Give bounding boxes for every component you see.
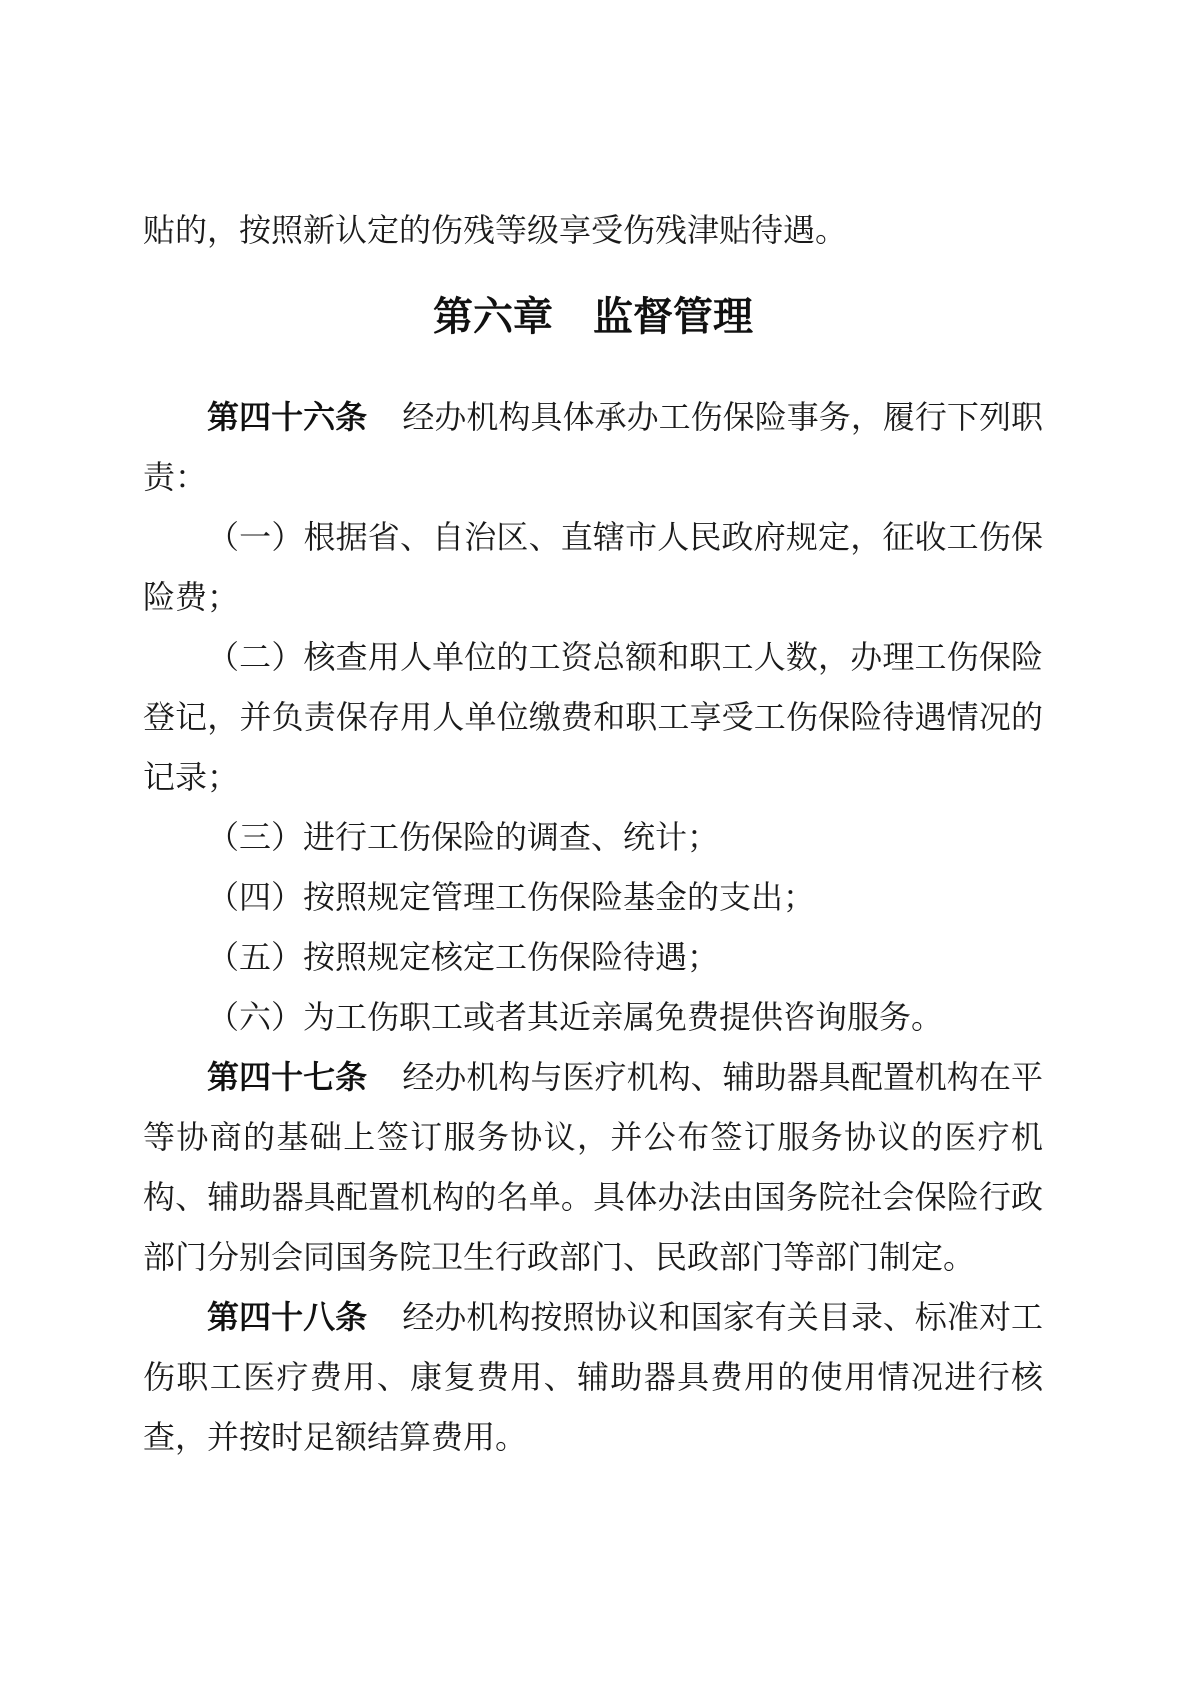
- article-47-text: 经办机构与医疗机构、辅助器具配置机构在平等协商的基础上签订服务协议，并公布签订服务协议的医疗机构、辅助器具配置机构的名单。具体办法由国务院社会保险行政部门分别会同国务院卫生行政部门、民政部门等部门制定。: [143, 1059, 1043, 1275]
- paragraph-item-4: （四）按照规定管理工伤保险基金的支出；: [207, 879, 816, 915]
- chapter-heading: 第六章 监督管理: [433, 295, 753, 339]
- paragraph-item-2: （二）核查用人单位的工资总额和职工人数，办理工伤保险登记，并负责保存用人单位缴费和职工享受工伤保险待遇情况的记录；: [143, 639, 1043, 795]
- article-46-number: 第四十六条: [207, 399, 368, 435]
- article-48-number: 第四十八条: [207, 1299, 368, 1335]
- article-46-text: 经办机构具体承办工伤保险事务，履行下列职责：: [143, 399, 1043, 495]
- paragraph-continuation: 贴的，按照新认定的伤残等级享受伤残津贴待遇。: [143, 212, 848, 248]
- paragraph-item-5: （五）按照规定核定工伤保险待遇；: [207, 939, 720, 975]
- paragraph-article-46: [143, 387, 1043, 507]
- paragraph-item-3: （三）进行工伤保险的调查、统计；: [207, 819, 720, 855]
- article-47-number: 第四十七条: [207, 1059, 368, 1095]
- paragraph-item-6: （六）为工伤职工或者其近亲属免费提供咨询服务。: [207, 999, 944, 1035]
- article-48-text: 经办机构按照协议和国家有关目录、标准对工伤职工医疗费用、康复费用、辅助器具费用的使用情况进行核查，并按时足额结算费用。: [143, 1299, 1043, 1455]
- paragraph-article-47: [143, 1047, 1043, 1287]
- paragraph-article-48: [143, 1287, 1043, 1467]
- paragraph-item-1: （一）根据省、自治区、直辖市人民政府规定，征收工伤保险费；: [143, 519, 1043, 615]
